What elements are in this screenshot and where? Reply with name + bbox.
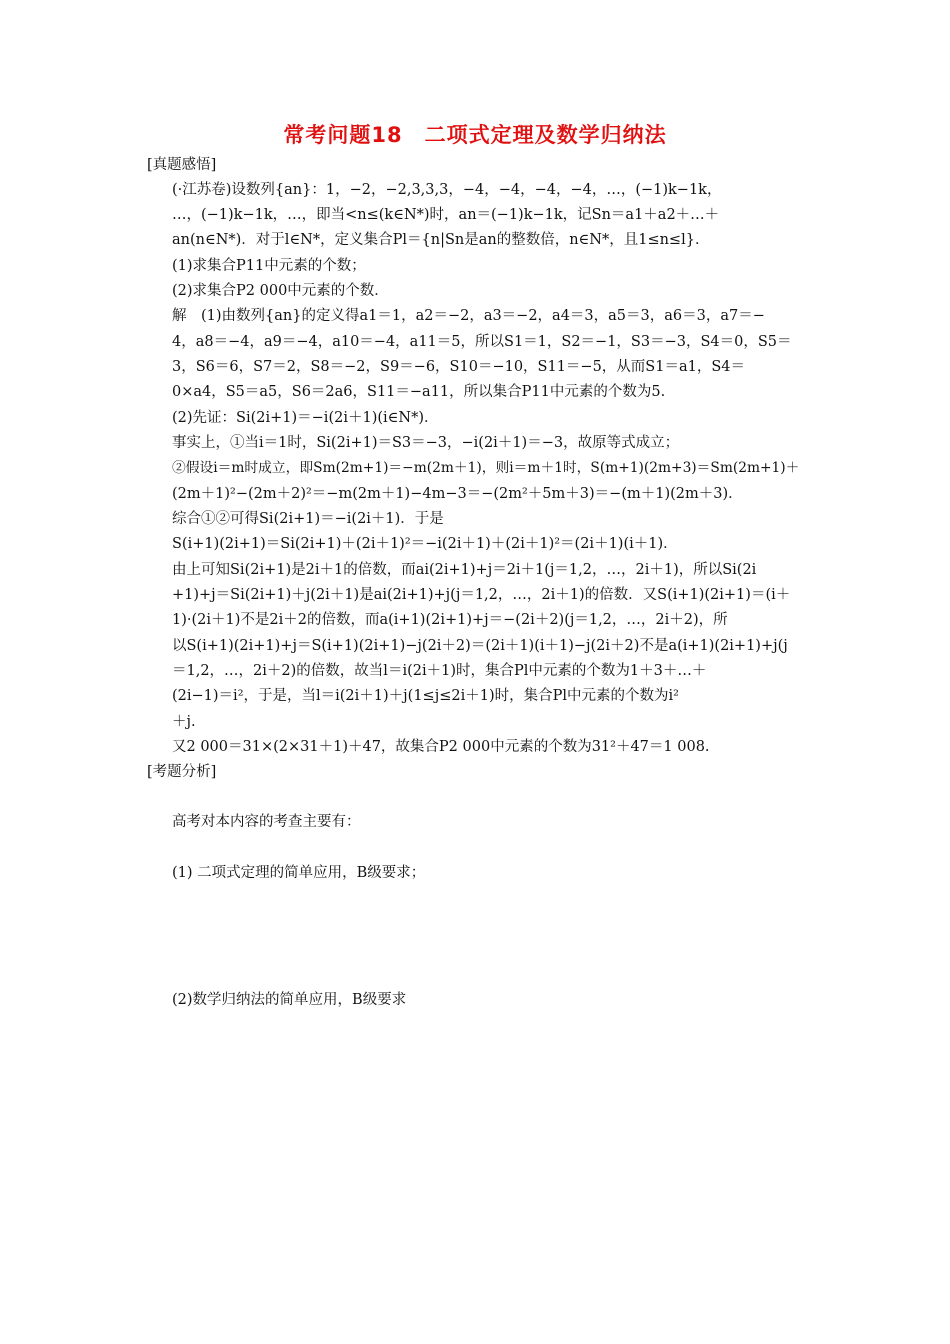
analysis-intro: 高考对本内容的考查主要有：	[172, 814, 361, 830]
section-heading-zhenti: [真题感悟]	[147, 157, 217, 173]
solution-line: 事实上，①当i＝1时，Si(2i+1)＝S3＝−3，−i(2i＋1)＝−3，故原等式成立；	[172, 435, 680, 451]
analysis-item-1: (1) 二项式定理的简单应用，B级要求；	[172, 865, 426, 881]
solution-line: 综合①②可得Si(2i+1)＝−i(2i＋1)．于是	[172, 511, 444, 527]
solution-line: (2)先证：Si(2i+1)＝−i(2i＋1)(i∈N*)．	[172, 410, 439, 426]
solution-line: ②假设i＝m时成立，即Sm(2m+1)＝−m(2m＋1)，则i＝m＋1时，S(m+1)(2m+3)＝Sm(2m+1)＋	[172, 460, 800, 476]
solution-line: ＝1,2，…，2i＋2)的倍数，故当l＝i(2i＋1)时，集合Pl中元素的个数为1＋3＋…＋	[172, 663, 707, 679]
analysis-item-2: (2)数学归纳法的简单应用，B级要求	[172, 992, 407, 1008]
problem-part-2: (2)求集合P2 000中元素的个数．	[172, 283, 389, 299]
solution-line: S(i+1)(2i+1)＝Si(2i+1)＋(2i＋1)²＝−i(2i＋1)＋(2i＋1)²＝(2i＋1)(i＋1)．	[172, 536, 678, 552]
solution-line: +1)+j＝Si(2i+1)＋j(2i＋1)是ai(2i+1)+j(j＝1,2，…，2i＋1)的倍数．又S(i+1)(2i+1)＝(i＋	[172, 587, 791, 603]
solution-line: 以S(i+1)(2i+1)+j＝S(i+1)(2i+1)−j(2i＋2)＝(2i＋1)(i＋1)−j(2i＋2)不是a(i+1)(2i+1)+j(j	[172, 638, 788, 654]
problem-line: an(n∈N*)．对于l∈N*，定义集合Pl＝{n|Sn是an的整数倍，n∈N*，且1≤n≤l}．	[172, 232, 710, 248]
page-title: 常考问题18 二项式定理及数学归纳法	[283, 123, 667, 147]
solution-line: 又2 000＝31×(2×31＋1)＋47，故集合P2 000中元素的个数为31²＋47＝1 008.	[172, 739, 710, 755]
solution-line: 0×a4，S5＝a5，S6＝2a6，S11＝−a11，所以集合P11中元素的个数为5.	[172, 384, 666, 400]
solution-line: (2i−1)＝i²，于是，当l＝i(2i＋1)＋j(1≤j≤2i＋1)时，集合Pl中元素的个数为i²	[172, 688, 679, 704]
solution-line: 4，a8＝−4，a9＝−4，a10＝−4，a11＝5，所以S1＝1，S2＝−1，S3＝−3，S4＝0，S5＝	[172, 334, 792, 350]
section-heading-fenxi: [考题分析]	[147, 764, 217, 780]
solution-line: (2m＋1)²−(2m＋2)²＝−m(2m＋1)−4m−3＝−(2m²＋5m＋3)＝−(m＋1)(2m＋3)．	[172, 486, 743, 502]
solution-line: 解 (1)由数列{an}的定义得a1＝1，a2＝−2，a3＝−2，a4＝3，a5＝3，a6＝3，a7＝−	[172, 308, 765, 324]
problem-part-1: (1)求集合P11中元素的个数；	[172, 258, 366, 274]
solution-line: ＋j.	[172, 714, 196, 730]
solution-line: 由上可知Si(2i+1)是2i＋1的倍数，而ai(2i+1)+j＝2i＋1(j＝1,2，…，2i＋1)，所以Si(2i	[172, 562, 757, 578]
problem-line: (·江苏卷)设数列{an}：1，−2，−2,3,3,3，−4，−4，−4，−4，…，(−1)k−1k，	[172, 182, 722, 198]
solution-line: 3，S6＝6，S7＝2，S8＝−2，S9＝−6，S10＝−10，S11＝−5，从而S1＝a1，S4＝	[172, 359, 745, 375]
problem-line: …，(−1)k−1k，…，即当<n≤(k∈N*)时，an＝(−1)k−1k，记Sn＝a1＋a2＋…＋	[172, 207, 720, 223]
solution-line: 1)·(2i＋1)不是2i＋2的倍数，而a(i+1)(2i+1)+j＝−(2i＋2)(j＝1,2，…，2i＋2)，所	[172, 612, 728, 628]
